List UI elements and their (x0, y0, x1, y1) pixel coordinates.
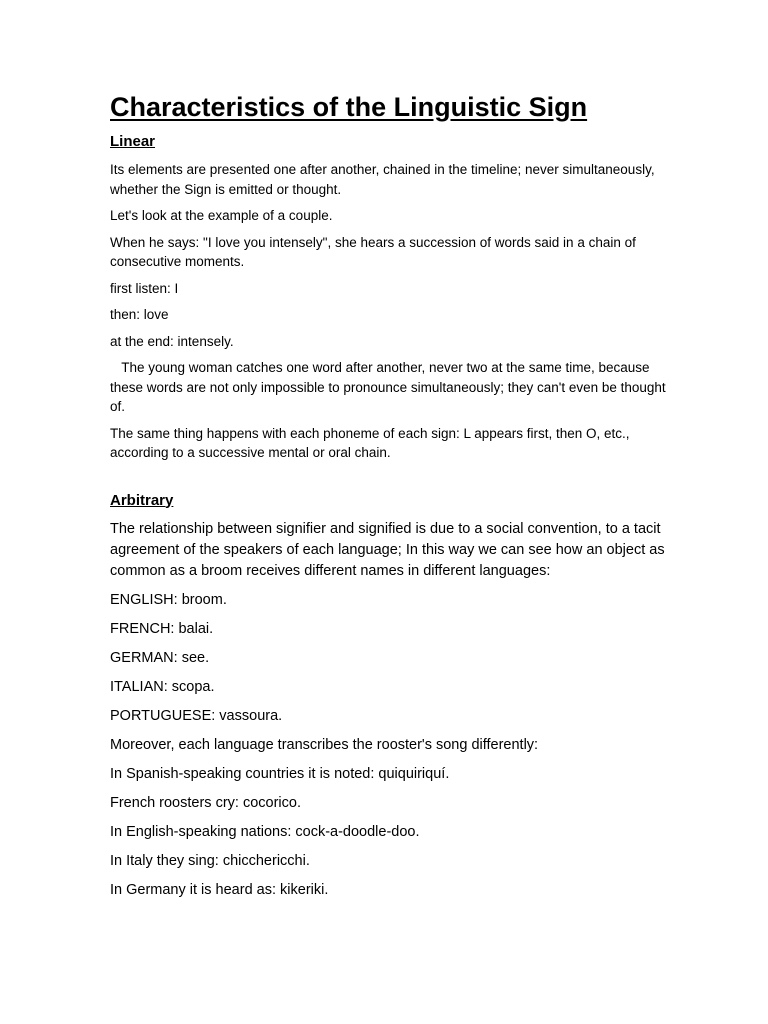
list-item: French roosters cry: cocorico. (110, 794, 301, 811)
paragraph: then: love (110, 307, 169, 322)
paragraph: at the end: intensely. (110, 333, 234, 349)
section-arbitrary (110, 491, 670, 901)
list-item: ENGLISH: broom. (110, 591, 227, 608)
paragraph: The same thing happens with each phoneme of each sign: L appears first, then O, etc., according to a successive mental or oral chain. (110, 425, 630, 460)
paragraph: first listen: I (110, 280, 179, 296)
paragraph: When he says: "I love you intensely", she hears a succession of words said in a chain of consecutive moments. (110, 234, 636, 269)
list-item: In Germany it is heard as: kikeriki. (110, 881, 329, 898)
section-heading-arbitrary: Arbitrary (110, 491, 174, 509)
list-item: PORTUGUESE: vassoura. (110, 707, 283, 724)
paragraph: Let's look at the example of a couple. (110, 208, 333, 223)
page-title: Characteristics of the Linguistic Sign (110, 92, 588, 122)
paragraph: Its elements are presented one after another, chained in the timeline; never simultaneously, whether the Sign is emitted or thought. (110, 162, 655, 197)
section-linear (110, 132, 670, 463)
paragraph: Moreover, each language transcribes the rooster's song differently: (110, 736, 539, 753)
list-item: In English-speaking nations: cock-a-doodle-doo. (110, 823, 420, 840)
list-item: ITALIAN: scopa. (110, 678, 215, 695)
section-heading-linear: Linear (110, 133, 156, 150)
paragraph: The relationship between signifier and signified is due to a social convention, to a tacit agreement of the speakers of each language; In this way we can see how an object as common as a broom receives different names in different languages: (110, 520, 665, 579)
list-item: In Italy they sing: chicchericchi. (110, 852, 310, 869)
document-page (110, 88, 670, 909)
list-item: FRENCH: balai. (110, 620, 214, 637)
list-item: In Spanish-speaking countries it is noted: quiquiriquí. (110, 765, 450, 782)
paragraph: The young woman catches one word after another, never two at the same time, because these words are not only impossible to pronounce simultaneously; they can't even be thought of. (110, 360, 670, 414)
list-item: GERMAN: see. (110, 649, 210, 666)
